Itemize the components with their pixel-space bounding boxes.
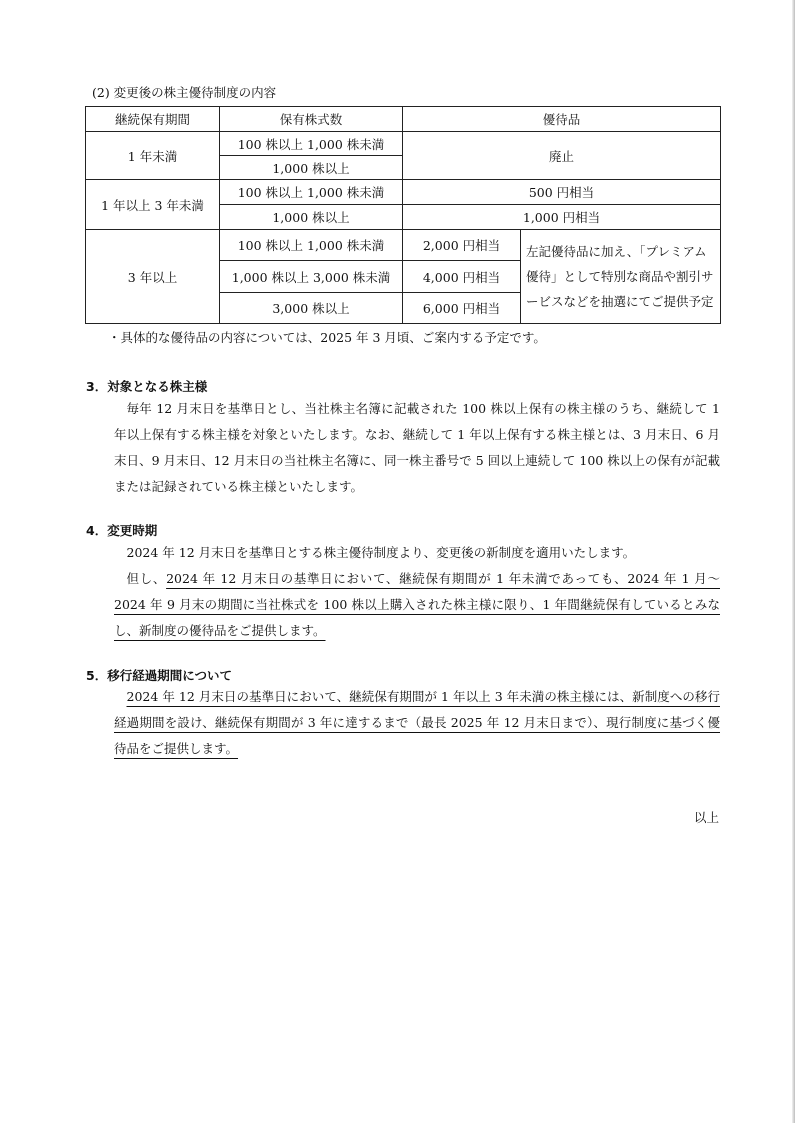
section-4-heading: 4．変更時期 xyxy=(86,523,158,538)
section-4-body-2-underlined: 2024 年 12 月末日の基準日において、継続保有期間が 1 年未満であっても、2024 年 1 月～2024 年 9 月末の期間に当社株式を 100 株以上購入された株主様に限り、1 年間継続保有しているとみなし、新制度の優待品をご提供します。 xyxy=(114,571,720,638)
section-4-body-2 xyxy=(114,566,720,644)
shares-cell: 100 株以上 1,000 株未満 xyxy=(220,132,403,156)
benefit-table xyxy=(85,106,721,324)
shares-cell: 1,000 株以上 xyxy=(220,156,403,180)
benefit-cell: 2,000 円相当 xyxy=(403,230,521,261)
shares-cell: 3,000 株以上 xyxy=(220,293,403,324)
benefit-cell: 1,000 円相当 xyxy=(403,205,721,230)
table-row xyxy=(86,230,721,261)
section-4-body-2-prefix: 但し、 xyxy=(126,571,167,586)
period-cell: 3 年以上 xyxy=(86,230,220,324)
shares-cell: 100 株以上 1,000 株未満 xyxy=(220,230,403,261)
table-header-row xyxy=(86,107,721,132)
shares-cell: 1,000 株以上 xyxy=(220,205,403,230)
shares-cell: 100 株以上 1,000 株未満 xyxy=(220,180,403,205)
header-shares: 保有株式数 xyxy=(220,107,403,132)
benefit-cell: 6,000 円相当 xyxy=(403,293,521,324)
shares-cell: 1,000 株以上 3,000 株未満 xyxy=(220,261,403,293)
premium-note-cell: 左記優待品に加え、「プレミアム優待」として特別な商品や割引サービスなどを抽選にてご提供予定 xyxy=(521,230,721,324)
section-5-body: 2024 年 12 月末日の基準日において、継続保有期間が 1 年以上 3 年未満の株主様には、新制度への移行経過期間を設け、継続保有期間が 3 年に達するまで（最長 2025 年 12 月末日まで）、現行制度に基づく優待品をご提供します。 xyxy=(114,689,720,756)
table-row xyxy=(86,180,721,205)
header-benefit: 優待品 xyxy=(403,107,721,132)
section-4-body-1: 2024 年 12 月末日を基準日とする株主優待制度より、変更後の新制度を適用いたします。 xyxy=(126,545,636,560)
closing-mark: 以上 xyxy=(693,810,719,825)
header-period: 継続保有期間 xyxy=(86,107,220,132)
benefit-cell: 廃止 xyxy=(403,132,721,180)
period-cell: 1 年以上 3 年未満 xyxy=(86,180,220,230)
table-row xyxy=(86,132,721,156)
benefit-cell: 500 円相当 xyxy=(403,180,721,205)
table-note: ・具体的な優待品の内容については、2025 年 3 月頃、ご案内する予定です。 xyxy=(108,330,546,345)
section-3-heading: 3．対象となる株主様 xyxy=(86,379,208,394)
section-3-body: 毎年 12 月末日を基準日とし、当社株主名簿に記載された 100 株以上保有の株主様のうち、継続して 1 年以上保有する株主様を対象といたします。なお、継続して 1 年以上保有する株主様とは、3 月末日、6 月末日、9 月末日、12 月末日の当社株主名簿に、同一株主番号で 5 回以上連続して 100 株以上の保有が記載または記録されている株主様といたします。 xyxy=(114,401,720,494)
benefit-cell: 4,000 円相当 xyxy=(403,261,521,293)
section-5-heading: 5．移行経過期間について xyxy=(86,668,232,683)
period-cell: 1 年未満 xyxy=(86,132,220,180)
table-caption: (2) 変更後の株主優待制度の内容 xyxy=(92,85,277,100)
